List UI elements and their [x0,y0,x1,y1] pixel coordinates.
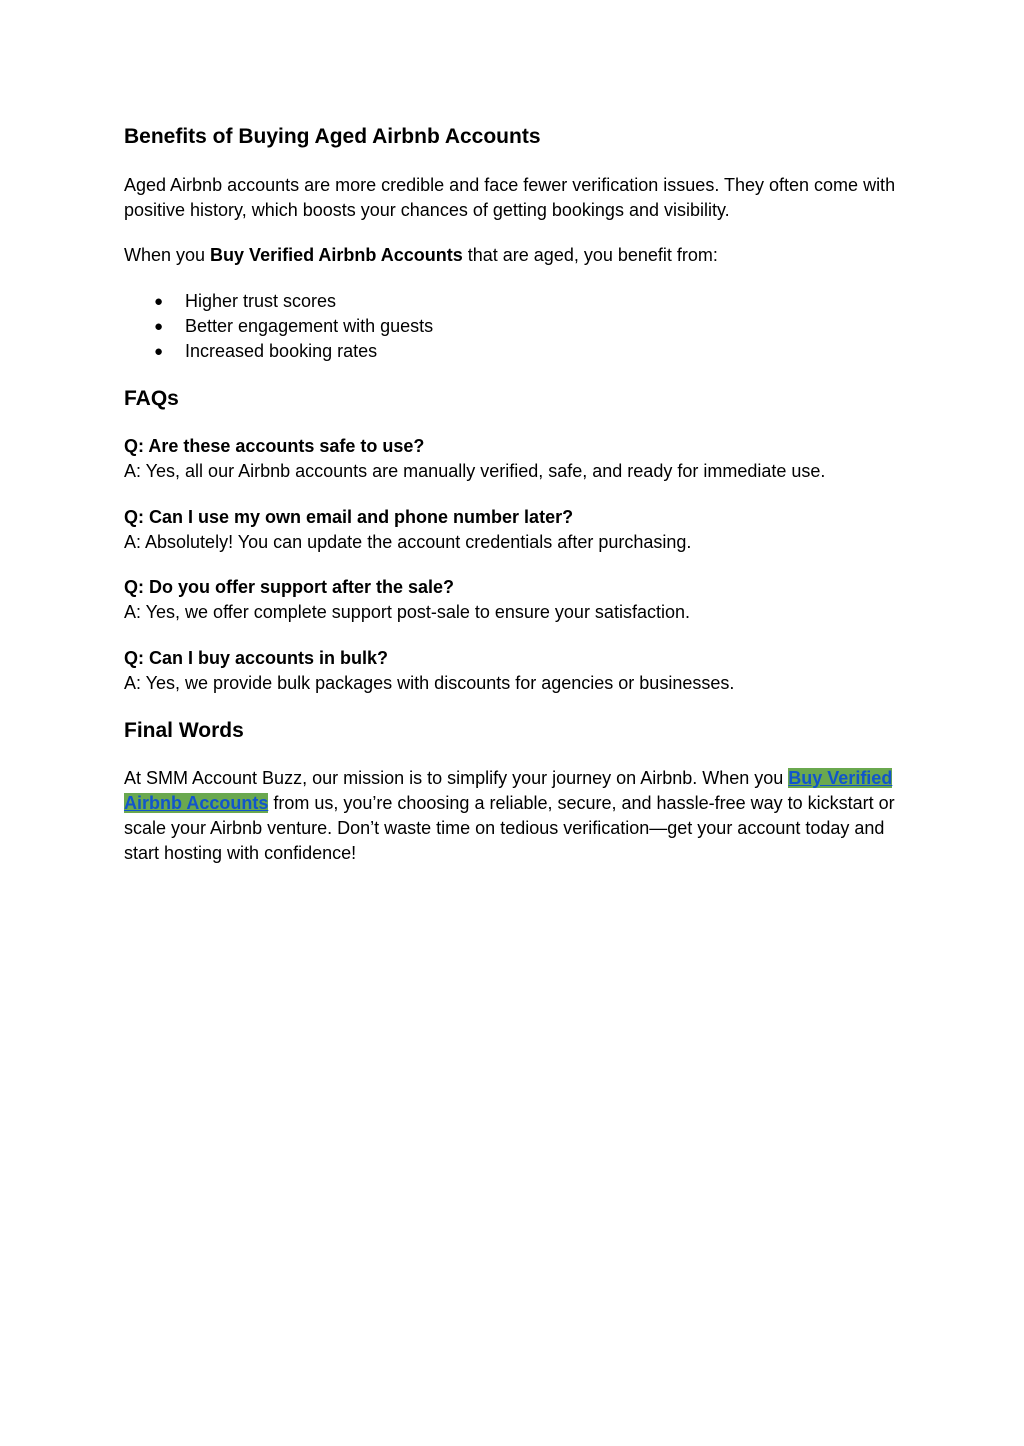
benefits-list [124,289,433,364]
faq-item [124,646,734,696]
faq-answer: A: Yes, we offer complete support post-sale to ensure your satisfaction. [124,602,690,622]
final-words-paragraph [124,766,914,866]
benefits-heading: Benefits of Buying Aged Airbnb Accounts [124,125,541,148]
bullet-icon: ● [154,318,164,335]
faq-answer: A: Absolutely! You can update the account credentials after purchasing. [124,532,692,552]
list-item [124,289,433,314]
final-text-after: from us, you’re choosing a reliable, secure, and hassle-free way to kickstart or scale your Airbnb venture. Don’t waste time on tedious verification—get your account today and start hosting with confidence! [124,793,895,863]
faq-question: Q: Can I use my own email and phone number later? [124,507,574,527]
benefits-lead-paragraph [124,243,914,268]
bullet-icon: ● [154,343,164,360]
lead-prefix-text: When you [124,245,211,265]
faqs-heading: FAQs [124,387,179,410]
faq-item [124,434,825,484]
list-item [124,314,433,339]
benefits-intro-paragraph: Aged Airbnb accounts are more credible and face fewer verification issues. They often come with positive history, which boosts your chances of getting bookings and visibility. [124,175,896,220]
bullet-icon: ● [154,293,164,310]
list-item-text: Higher trust scores [185,291,337,311]
list-item [124,339,433,364]
list-item-text: Increased booking rates [185,341,378,361]
buy-verified-airbnb-accounts-link[interactable]: Buy Verified Airbnb Accounts [124,768,893,813]
faq-question: Q: Are these accounts safe to use? [124,436,425,456]
final-words-heading: Final Words [124,719,244,742]
lead-suffix-text: that are aged, you benefit from: [462,245,718,265]
faq-answer: A: Yes, we provide bulk packages with discounts for agencies or businesses. [124,673,735,693]
list-item-text: Better engagement with guests [185,316,434,336]
faq-question: Q: Can I buy accounts in bulk? [124,648,389,668]
faq-item [124,575,690,625]
faq-item [124,505,691,555]
final-text-before: At SMM Account Buzz, our mission is to simplify your journey on Airbnb. When you [124,768,789,788]
faq-question: Q: Do you offer support after the sale? [124,577,455,597]
faq-answer: A: Yes, all our Airbnb accounts are manually verified, safe, and ready for immediate use. [124,461,826,481]
lead-bold-text: Buy Verified Airbnb Accounts [210,245,463,265]
